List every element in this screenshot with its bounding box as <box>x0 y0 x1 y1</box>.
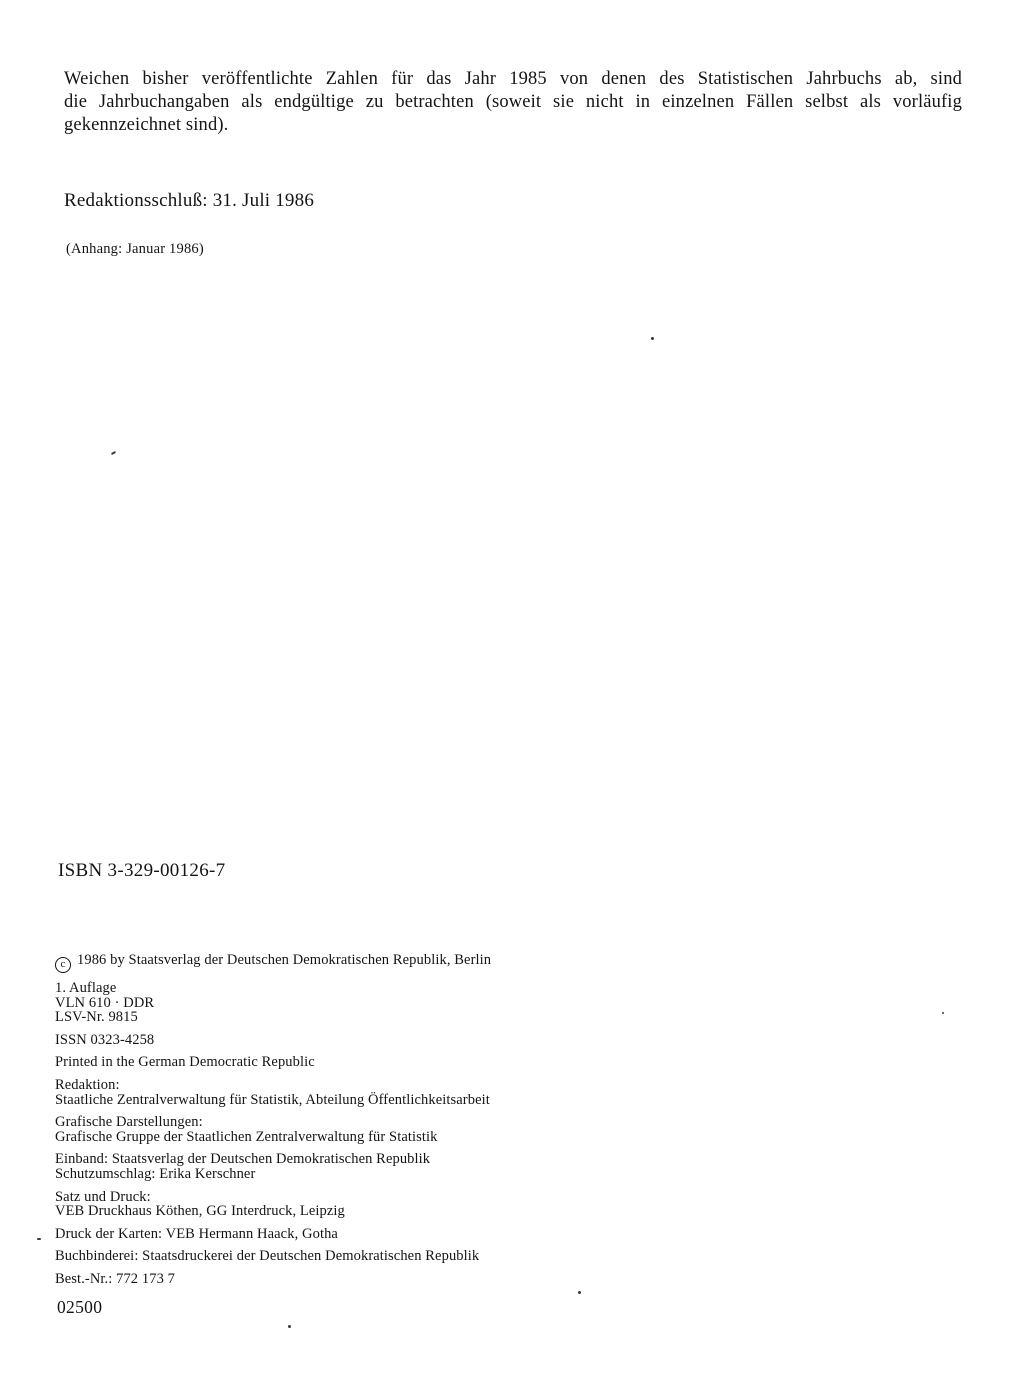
graphics-label: Grafische Darstellungen: <box>55 1114 203 1131</box>
appendix-note: (Anhang: Januar 1986) <box>66 241 204 257</box>
scan-speck <box>288 1325 291 1328</box>
edition-block <box>55 981 615 1025</box>
maps-print-text: Druck der Karten: VEB Hermann Haack, Gotha <box>55 1225 338 1242</box>
cover-line: Schutzumschlag: Erika Kerschner <box>55 1165 256 1182</box>
intro-line: gekennzeichnet sind). <box>64 115 229 135</box>
price-code: 02500 <box>57 1297 103 1317</box>
binding-block <box>55 1152 615 1181</box>
maps-print-block <box>55 1227 615 1242</box>
graphics-value: Grafische Gruppe der Staatlichen Zentralverwaltung für Statistik <box>55 1128 438 1145</box>
copyright-text: 1986 by Staatsverlag der Deutschen Demokratischen Republik, Berlin <box>77 952 492 968</box>
isbn-number: ISBN 3-329-00126-7 <box>58 860 226 881</box>
printed-in-text: Printed in the German Democratic Republic <box>55 1054 315 1071</box>
intro-line: die Jahrbuchangaben als endgültige zu betrachten (soweit sie nicht in einzelnen Fällen selbst als vorläufig <box>64 92 962 112</box>
scan-speck <box>578 1291 581 1294</box>
typesetting-label: Satz und Druck: <box>55 1188 151 1205</box>
scan-speck <box>651 337 654 340</box>
order-number-block <box>55 1272 615 1287</box>
issn-number: ISSN 0323-4258 <box>55 1031 155 1048</box>
graphics-block <box>55 1115 615 1144</box>
scan-speck <box>37 1238 41 1240</box>
edition-line: VLN 610 · DDR <box>55 994 155 1011</box>
scan-speck <box>111 451 116 455</box>
copyright-line <box>55 953 615 973</box>
editorial-value: Staatliche Zentralverwaltung für Statistik, Abteilung Öffentlichkeitsarbeit <box>55 1091 490 1108</box>
edition-line: LSV-Nr. 9815 <box>55 1009 138 1026</box>
editorial-label: Redaktion: <box>55 1076 120 1093</box>
intro-paragraph <box>64 68 962 137</box>
bindery-text: Buchbinderei: Staatsdruckerei der Deutschen Demokratischen Republik <box>55 1248 480 1265</box>
intro-line: Weichen bisher veröffentlichte Zahlen für das Jahr 1985 von denen des Statistischen Jahrbuchs ab, sind <box>64 69 962 89</box>
binding-line: Einband: Staatsverlag der Deutschen Demokratischen Republik <box>55 1151 431 1168</box>
imprint-section <box>55 953 615 1295</box>
copyright-icon: c <box>55 957 71 973</box>
edition-line: 1. Auflage <box>55 980 117 996</box>
printed-in-block <box>55 1055 615 1070</box>
order-number: Best.-Nr.: 772 173 7 <box>55 1270 176 1287</box>
scan-speck <box>942 1012 944 1014</box>
typesetting-block <box>55 1190 615 1219</box>
editorial-block <box>55 1078 615 1107</box>
bindery-block <box>55 1249 615 1264</box>
issn-block <box>55 1033 615 1048</box>
typesetting-value: VEB Druckhaus Köthen, GG Interdruck, Leipzig <box>55 1203 345 1220</box>
editorial-deadline: Redaktionsschluß: 31. Juli 1986 <box>64 190 315 211</box>
